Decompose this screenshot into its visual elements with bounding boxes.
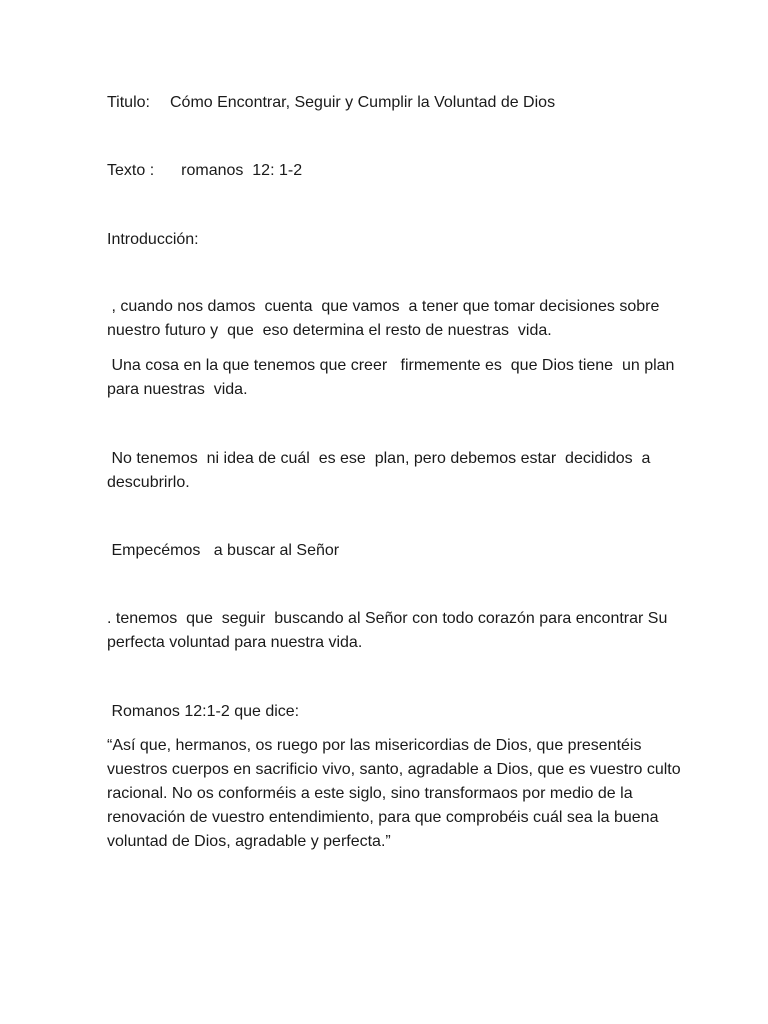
text-label: Texto : — [107, 162, 155, 179]
scripture-quote: “Así que, hermanos, os ruego por las misericordias de Dios, que presentéis vuestros cuerpos en sacrificio vivo, santo, agradable a Dios, que es vuestro culto racional. No os conforméis a este siglo, sino transformaos por medio de la renovación de vuestro entendimiento, para que comprobéis cuál sea la buena voluntad de Dios, agradable y perfecta.” — [107, 737, 686, 850]
text-value: romanos 12: 1-2 — [181, 162, 303, 179]
paragraph-4: Empecémos a buscar al Señor — [107, 542, 340, 559]
title-value: Cómo Encontrar, Seguir y Cumplir la Voluntad de Dios — [169, 94, 556, 111]
intro-heading: Introducción: — [107, 231, 199, 248]
title-label: Titulo: — [107, 94, 150, 111]
title-line — [107, 91, 687, 115]
paragraph-2: Una cosa en la que tenemos que creer firmemente es que Dios tiene un plan para nuestras vida. — [107, 357, 679, 398]
paragraph-3: No tenemos ni idea de cuál es ese plan, pero debemos estar decididos a descubrirlo. — [107, 450, 655, 491]
paragraph-5: . tenemos que seguir buscando al Señor con todo corazón para encontrar Su perfecta voluntad para nuestra vida. — [107, 610, 672, 651]
paragraph-6: Romanos 12:1-2 que dice: — [107, 703, 300, 720]
text-reference-line — [107, 159, 687, 183]
paragraph-1: , cuando nos damos cuenta que vamos a tener que tomar decisiones sobre nuestro futuro y que eso determina el resto de nuestras vida. — [107, 298, 664, 339]
